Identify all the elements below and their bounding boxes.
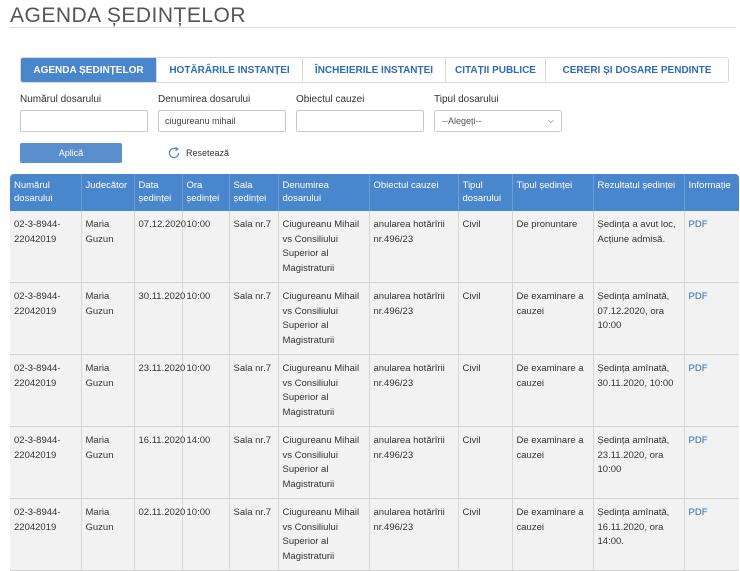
cell-case-type: Civil [458, 427, 512, 499]
cell-time: 14:00 [182, 427, 229, 499]
cell-judge: Maria Guzun [81, 427, 134, 499]
cell-time: 10:00 [182, 211, 229, 283]
pdf-link[interactable]: PDF [684, 499, 739, 571]
cell-case-name: Ciugureanu Mihail vs Consiliului Superior al Magistraturii [278, 211, 369, 283]
cell-session-type: De examinare a cauzei [512, 283, 593, 355]
cell-case-object: anularea hotărîrii nr.496/23 [369, 355, 458, 427]
cell-case-name: Ciugureanu Mihail vs Consiliului Superior al Magistraturii [278, 499, 369, 571]
cell-judge: Maria Guzun [81, 283, 134, 355]
refresh-icon [167, 146, 181, 160]
reset-button[interactable] [167, 146, 229, 160]
cell-session-result: Ședința amînată, 23.11.2020, ora 10:00 [593, 427, 684, 499]
pdf-link[interactable]: PDF [684, 427, 739, 499]
cell-judge: Maria Guzun [81, 499, 134, 571]
cell-case-object: anularea hotărîrii nr.496/23 [369, 283, 458, 355]
cell-time: 10:00 [182, 499, 229, 571]
case-name-label: Denumirea dosarului [158, 94, 251, 105]
cell-case-name: Ciugureanu Mihail vs Consiliului Superior al Magistraturii [278, 283, 369, 355]
case-number-input[interactable] [20, 110, 148, 132]
table-row [10, 211, 739, 283]
cell-date: 07.12.2020 [134, 211, 182, 283]
pdf-link[interactable]: PDF [684, 211, 739, 283]
cell-session-type: De examinare a cauzei [512, 499, 593, 571]
cell-room: Sala nr.7 [229, 283, 278, 355]
cell-case-number: 02-3-8944-22042019 [10, 283, 81, 355]
tab-hotararile[interactable]: HOTĂRÂRILE INSTANȚEI [157, 58, 303, 82]
case-name-input[interactable] [158, 110, 286, 132]
cell-case-number: 02-3-8944-22042019 [10, 427, 81, 499]
cell-case-type: Civil [458, 211, 512, 283]
table-header-row [10, 174, 739, 211]
cell-case-name: Ciugureanu Mihail vs Consiliului Superior al Magistraturii [278, 355, 369, 427]
header-case-type: Tipul dosarului [458, 174, 512, 211]
header-judge: Judecător [81, 174, 134, 211]
header-case-name: Denumirea dosarului [278, 174, 369, 211]
cell-session-type: De pronuntare [512, 211, 593, 283]
case-type-select[interactable] [434, 110, 562, 132]
page-title: AGENDA ȘEDINȚELOR [10, 4, 247, 27]
case-type-label: Tipul dosarului [434, 94, 499, 105]
cell-date: 02.11.2020 [134, 499, 182, 571]
tab-bar [20, 57, 729, 83]
cell-case-number: 02-3-8944-22042019 [10, 211, 81, 283]
header-room: Sala ședinței [229, 174, 278, 211]
cell-time: 10:00 [182, 355, 229, 427]
cell-case-name: Ciugureanu Mihail vs Consiliului Superior al Magistraturii [278, 427, 369, 499]
cell-case-object: anularea hotărîrii nr.496/23 [369, 211, 458, 283]
cell-judge: Maria Guzun [81, 355, 134, 427]
header-case-object: Obiectul cauzei [369, 174, 458, 211]
cell-judge: Maria Guzun [81, 211, 134, 283]
header-time: Ora ședinței [182, 174, 229, 211]
case-type-selected: --Alegeți-- [442, 116, 482, 126]
reset-label: Resetează [186, 148, 230, 158]
cell-session-result: Ședința amînată, 16.11.2020, ora 14:00. [593, 499, 684, 571]
header-session-type: Tipul ședinței [512, 174, 593, 211]
pdf-link[interactable]: PDF [684, 283, 739, 355]
cell-case-type: Civil [458, 355, 512, 427]
cell-room: Sala nr.7 [229, 427, 278, 499]
cell-session-type: De examinare a cauzei [512, 355, 593, 427]
tab-incheierile[interactable]: ÎNCHEIERILE INSTANȚEI [303, 58, 446, 82]
cell-date: 30.11.2020 [134, 283, 182, 355]
cell-case-object: anularea hotărîrii nr.496/23 [369, 499, 458, 571]
apply-button[interactable]: Aplică [20, 143, 122, 163]
cell-room: Sala nr.7 [229, 211, 278, 283]
cell-room: Sala nr.7 [229, 355, 278, 427]
header-session-result: Rezultatul ședinței [593, 174, 684, 211]
case-object-input[interactable] [296, 110, 424, 132]
title-divider [10, 27, 736, 28]
header-date: Data ședinței [134, 174, 182, 211]
header-info: Informație [684, 174, 739, 211]
cell-case-object: anularea hotărîrii nr.496/23 [369, 427, 458, 499]
cell-room: Sala nr.7 [229, 499, 278, 571]
cell-session-result: Ședința amînată, 30.11.2020, 10:00 [593, 355, 684, 427]
table-row [10, 355, 739, 427]
cell-session-type: De examinare a cauzei [512, 427, 593, 499]
cell-case-number: 02-3-8944-22042019 [10, 355, 81, 427]
cell-date: 23.11.2020 [134, 355, 182, 427]
cell-case-number: 02-3-8944-22042019 [10, 499, 81, 571]
tab-agenda[interactable]: AGENDA ȘEDINȚELOR [21, 58, 157, 82]
chevron-down-icon: ⌵ [547, 116, 554, 125]
cell-session-result: Ședința amînată, 07.12.2020, ora 10:00 [593, 283, 684, 355]
sessions-table [10, 174, 739, 571]
table-row [10, 427, 739, 499]
tab-citatii[interactable]: CITAȚII PUBLICE [446, 58, 546, 82]
case-object-label: Obiectul cauzei [296, 94, 365, 105]
cell-session-result: Ședința a avut loc, Acțiune admisă. [593, 211, 684, 283]
table-row [10, 499, 739, 571]
case-number-label: Numărul dosarului [20, 94, 102, 105]
cell-time: 10:00 [182, 283, 229, 355]
tab-cereri[interactable]: CERERI ȘI DOSARE PENDINTE [562, 64, 712, 76]
cell-case-type: Civil [458, 499, 512, 571]
pdf-link[interactable]: PDF [684, 355, 739, 427]
cell-case-type: Civil [458, 283, 512, 355]
cell-date: 16.11.2020 [134, 427, 182, 499]
table-row [10, 283, 739, 355]
header-case-number: Numărul dosarului [10, 174, 81, 211]
